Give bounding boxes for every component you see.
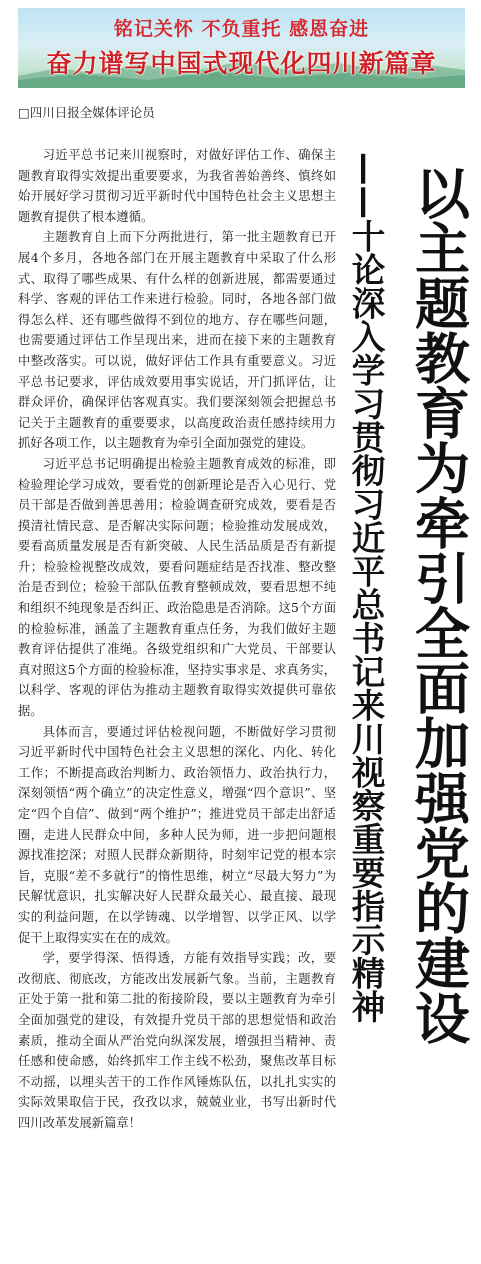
paragraph: 习近平总书记明确提出检验主题教育成效的标准，即检验理论学习成效，要看党的创新理论是否入心见行、党员干部是否做到善思善用；检验调查研究成效，要看是否摸清社情民意、是否解决实际问题；检验推动发展成效，要看高质量发展是否有新突破、人民生活品质是否有新提升；检验检视整改成效，要看问题症结是否找准、整改整治是否到位；检验干部队伍教育整顿成效，要看思想不纯和组织不纯现象是否纠正、政治隐患是否消除。这5个方面的检验标准，涵盖了主题教育重点任务，为我们做好主题教育评估提供了准绳。各级党组织和广大党员、干部要认真对照这5个方面的检验标准，坚持实事求是、求真务实，以科学、客观的评估为推动主题教育取得实效提供可靠依据。 [18,456,336,719]
paragraph: 具体而言，要通过评估检视问题，不断做好学习贯彻习近平新时代中国特色社会主义思想的深化、内化、转化工作；不断提高政治判断力、政治领悟力、政治执行力，深刻领悟“两个确立”的决定性意义，增强“四个意识”、坚定“四个自信”、做到“两个维护”；推进党员干部走出舒适圈，走进人民群众中间，多种人民为师，进一步把问题根源找准挖深；对照人民群众新期待，时刻牢记党的根本宗旨，克服“差不多就行”的惰性思维，树立“尽最大努力”为民解忧意识，扎实解决好人民群众最关心、最直接、最现实的利益问题，在以学铸魂、以学增智、以学正风、以学促干上取得实实在在的成效。 [18,724,336,945]
headline: 以主题教育为牵引全面加强党的建设 [406,165,470,1045]
subheadline: ——十论深入学习贯彻习近平总书记来川视察重要指示精神 [346,152,385,1023]
paragraph: 学，要学得深、悟得透，方能有效指导实践；改，要改彻底、彻底改，方能改出发展新气象。当前，主题教育正处于第一批和第二批的衔接阶段，要以主题教育为牵引全面加强党的建设，有效提升党员干部的思想觉悟和政治素质，推动全面从严治党向纵深发展，增强担当精神、责任感和使命感，始终抓牢工作主线不松劲，聚焦改革目标不动摇，以埋头苦干的工作作风锤炼队伍，以扎扎实实的实际效果取信于民，孜孜以求，兢兢业业，书写出新时代四川改革发展新篇章！ [18,951,336,1130]
banner [18,8,465,88]
banner-slogan: 铭记关怀 不负重托 感恩奋进 [113,18,370,40]
banner-title: 奋力谱写中国式现代化四川新篇章 [46,49,437,78]
byline: □四川日报全媒体评论员 [18,105,155,120]
paragraph: 主题教育自上而下分两批进行，第一批主题教育已开展4个多月，各地各部门在开展主题教育中采取了什么形式、取得了哪些成果、有什么样的创新进展，都需要通过科学、客观的评估工作来进行检验。同时，各地各部门做得怎么样、还有哪些做得不到位的地方、存在哪些问题，也需要通过评估工作呈现出来，进而在接下来的主题教育中整改落实。可以说，做好评估工作具有重要意义。习近平总书记要求，评估成效要用事实说话，开门抓评估，让群众评价，确保评估客观真实。我们要深刻领会把握总书记关于主题教育的重要要求，以高度政治责任感持续用力抓好各项工作，以主题教育为牵引全面加强党的建设。 [18,230,336,451]
article-body [18,145,336,1134]
paragraph: 习近平总书记来川视察时，对做好评估工作、确保主题教育取得实效提出重要要求，为我省善始善终、慎终如始开展好学习贯彻习近平新时代中国特色社会主义思想主题教育提供了根本遵循。 [18,148,336,224]
